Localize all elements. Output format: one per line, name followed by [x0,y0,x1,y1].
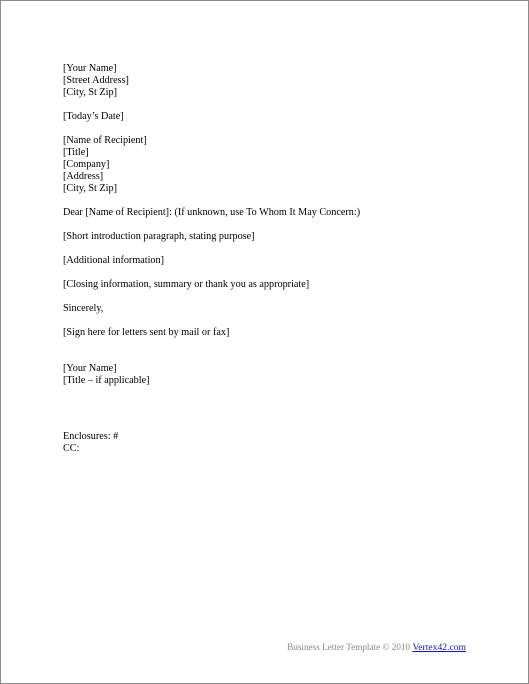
intro-paragraph: [Short introduction paragraph, stating purpose] [63,231,255,242]
enclosures: Enclosures: # [63,431,119,442]
letter-date: [Today’s Date] [63,111,124,122]
signoff: Sincerely, [63,303,104,314]
closing-paragraph: [Closing information, summary or thank you as appropriate] [63,279,310,290]
footer [287,642,466,653]
signature-note: [Sign here for letters sent by mail or fax] [63,327,230,338]
salutation: Dear [Name of Recipient]: (If unknown, use To Whom It May Concern:) [63,207,361,218]
letter-body [63,63,360,455]
cc: CC: [63,443,80,454]
sender-street: [Street Address] [63,75,129,86]
additional-paragraph: [Additional information] [63,255,165,266]
footer-text: Business Letter Template © 2010 [287,642,413,652]
signer-title: [Title – if applicable] [63,375,150,386]
recipient-address: [Address] [63,171,104,182]
footer-link[interactable]: Vertex42.com [412,642,466,653]
recipient-title: [Title] [63,147,89,158]
sender-block [63,63,360,99]
sender-name: [Your Name] [63,63,117,74]
sender-city: [City, St Zip] [63,87,117,98]
recipient-name: [Name of Recipient] [63,135,147,146]
recipient-city: [City, St Zip] [63,183,117,194]
recipient-block [63,135,360,195]
recipient-company: [Company] [63,159,110,170]
signer-name: [Your Name] [63,363,117,374]
signer-block [63,363,360,387]
